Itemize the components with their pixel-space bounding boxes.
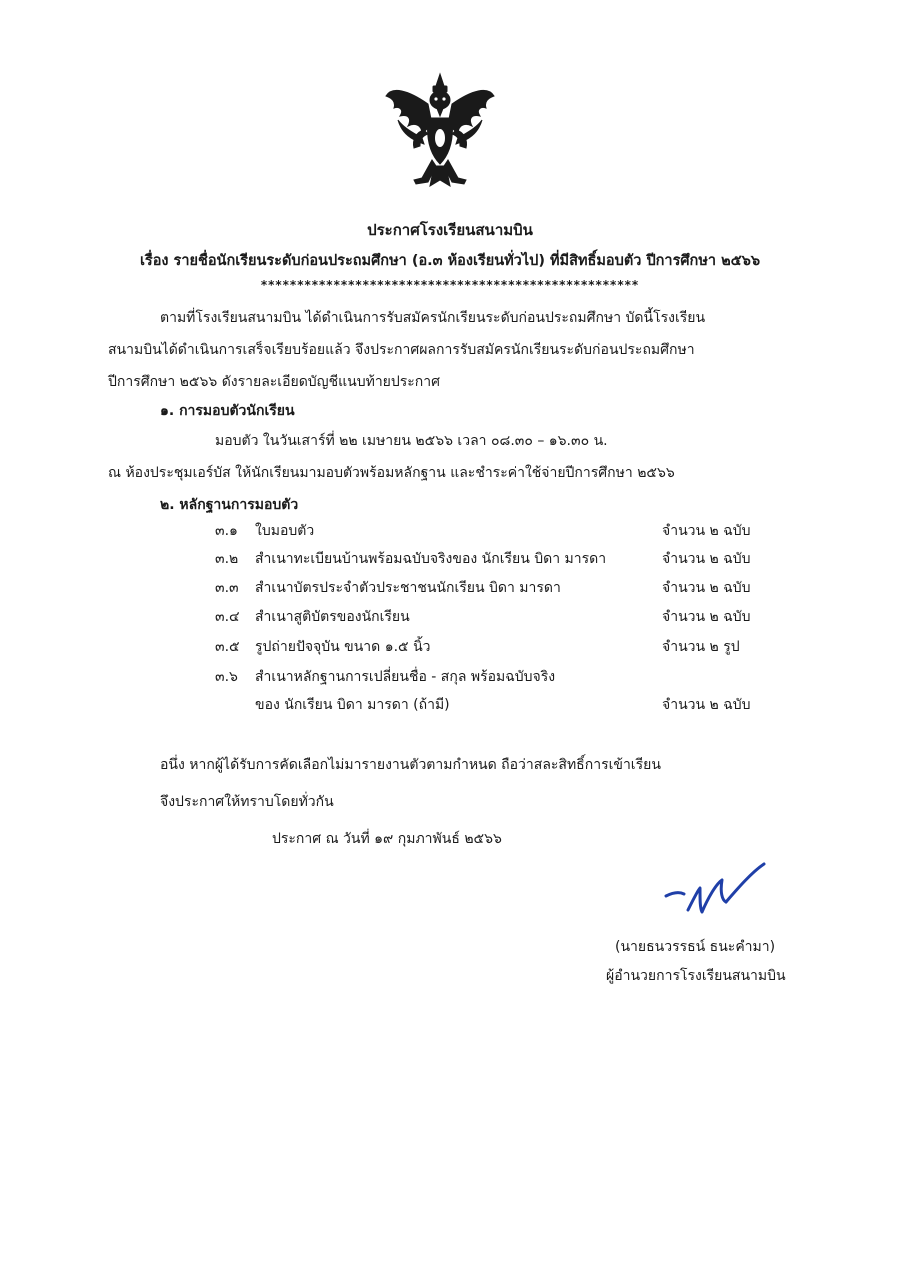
intro-line-3: ปีการศึกษา ๒๕๖๖ ดังรายละเอียดบัญชีแนบท้ายประกาศ [108,374,441,390]
item-number: ๓.๒ [215,551,239,567]
item-text: สำเนาสูติบัตรของนักเรียน [255,609,410,625]
section-2-heading: ๒. หลักฐานการมอบตัว [160,497,299,513]
item-text: สำเนาหลักฐานการเปลี่ยนชื่อ - สกุล พร้อมฉบับจริง [255,669,556,685]
item-text: สำเนาบัตรประจำตัวประชาชนนักเรียน บิดา มารดา [255,580,561,596]
note-text: อนึ่ง หากผู้ได้รับการคัดเลือกไม่มารายงานตัวตามกำหนด ถือว่าสละสิทธิ์การเข้าเรียน [160,757,661,773]
closing-text: จึงประกาศให้ทราบโดยทั่วกัน [160,794,334,810]
announcement-date: ประกาศ ณ วันที่ ๑๙ กุมภาพันธ์ ๒๕๖๖ [272,831,502,847]
intro-line-1: ตามที่โรงเรียนสนามบิน ได้ดำเนินการรับสมัครนักเรียนระดับก่อนประถมศึกษา บัดนี้โรงเรียน [160,310,706,326]
item-text: สำเนาทะเบียนบ้านพร้อมฉบับจริงของ นักเรียน บิดา มารดา [255,551,607,567]
item-quantity: จำนวน ๒ ฉบับ [662,551,751,567]
intro-line-2: สนามบินได้ดำเนินการเสร็จเรียบร้อยแล้ว จึงประกาศผลการรับสมัครนักเรียนระดับก่อนประถมศึกษา [108,342,695,358]
item-number: ๓.๓ [215,580,239,596]
item-quantity: จำนวน ๒ ฉบับ [662,697,751,713]
signer-role: ผู้อำนวยการโรงเรียนสนามบิน [606,968,786,984]
item-text: ใบมอบตัว [255,523,315,539]
item-number: ๓.๔ [215,609,240,625]
section-1-heading: ๑. การมอบตัวนักเรียน [160,403,295,419]
item-quantity: จำนวน ๒ ฉบับ [662,523,751,539]
item-text: ของ นักเรียน บิดา มารดา (ถ้ามี) [255,697,450,713]
separator-line: **************************************************** [260,278,640,292]
section-1-line-1: มอบตัว ในวันเสาร์ที่ ๒๒ เมษายน ๒๕๖๖ เวลา ๐๘.๓๐ – ๑๖.๓๐ น. [215,433,608,449]
document-title: ประกาศโรงเรียนสนามบิน [367,221,533,239]
signer-name: (นายธนวรรธน์ ธนะคำมา) [615,939,776,955]
item-quantity: จำนวน ๒ ฉบับ [662,609,751,625]
item-text: รูปถ่ายปัจจุบัน ขนาด ๑.๕ นิ้ว [255,639,431,655]
item-number: ๓.๕ [215,639,240,655]
signature-icon [660,858,770,928]
document-subject: เรื่อง รายชื่อนักเรียนระดับก่อนประถมศึกษา (อ.๓ ห้องเรียนทั่วไป) ที่มีสิทธิ์มอบตัว ปีการศึกษา ๒๕๖๖ [139,253,761,269]
item-number: ๓.๑ [215,523,238,539]
section-1-line-2: ณ ห้องประชุมเอร์บัส ให้นักเรียนมามอบตัวพร้อมหลักฐาน และชำระค่าใช้จ่ายปีการศึกษา ๒๕๖๖ [108,465,675,481]
item-quantity: จำนวน ๒ รูป [662,639,740,655]
garuda-emblem-icon [378,68,502,192]
item-quantity: จำนวน ๒ ฉบับ [662,580,751,596]
item-number: ๓.๖ [215,669,238,685]
